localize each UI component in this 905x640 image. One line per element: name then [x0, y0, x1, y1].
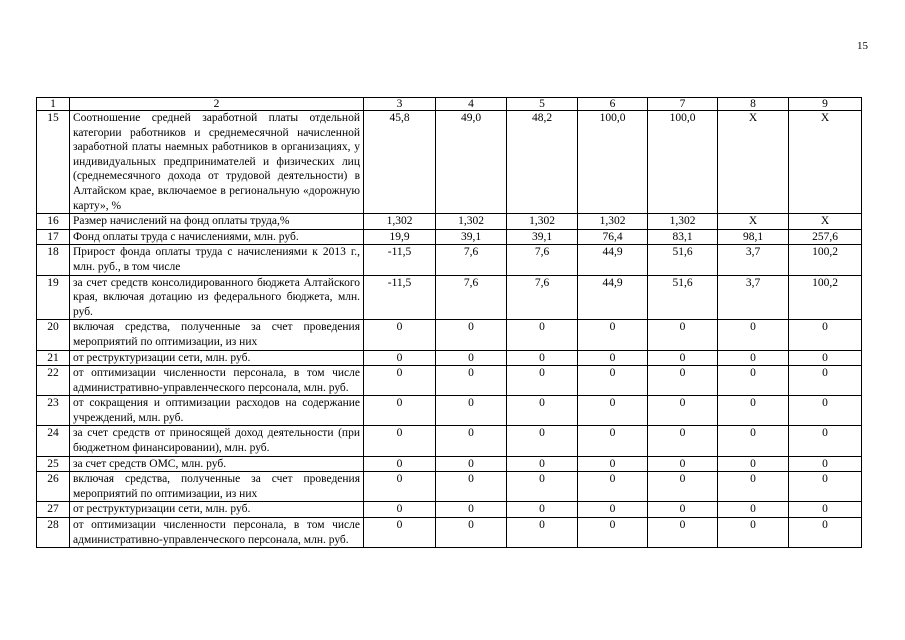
column-number-row	[37, 98, 862, 111]
row-number: 21	[37, 350, 70, 366]
value-cell: 0	[364, 456, 436, 472]
table-row	[37, 456, 862, 472]
value-cell: 0	[436, 396, 507, 426]
value-cell: 51,6	[648, 275, 718, 320]
value-cell: 0	[718, 472, 789, 502]
value-cell: 0	[507, 366, 578, 396]
value-cell: 0	[578, 426, 648, 456]
value-cell: 0	[436, 502, 507, 518]
page-number: 15	[857, 40, 868, 52]
table-row	[37, 472, 862, 502]
table-row	[37, 245, 862, 275]
value-cell: 0	[718, 456, 789, 472]
indicator-description: от оптимизации численности персонала, в том числе административно-управленческого персонала, млн. руб.	[70, 366, 364, 396]
value-cell: 0	[718, 396, 789, 426]
column-header: 1	[37, 98, 70, 111]
column-header: 3	[364, 98, 436, 111]
value-cell: 0	[507, 426, 578, 456]
value-cell: 0	[789, 366, 862, 396]
table-row	[37, 275, 862, 320]
indicator-description: за счет средств ОМС, млн. руб.	[70, 456, 364, 472]
value-cell: 39,1	[507, 229, 578, 245]
value-cell: -11,5	[364, 275, 436, 320]
row-number: 26	[37, 472, 70, 502]
value-cell: 0	[718, 502, 789, 518]
value-cell: 39,1	[436, 229, 507, 245]
value-cell: 0	[648, 350, 718, 366]
value-cell: 51,6	[648, 245, 718, 275]
table-row	[37, 320, 862, 350]
value-cell: 0	[648, 472, 718, 502]
value-cell: 0	[436, 320, 507, 350]
value-cell: 0	[436, 456, 507, 472]
value-cell: 7,6	[507, 245, 578, 275]
value-cell: 0	[364, 320, 436, 350]
value-cell: 100,2	[789, 275, 862, 320]
indicator-description: Фонд оплаты труда с начислениями, млн. руб.	[70, 229, 364, 245]
value-cell: 0	[789, 502, 862, 518]
value-cell: 0	[718, 426, 789, 456]
value-cell: 0	[789, 350, 862, 366]
value-cell: 0	[507, 472, 578, 502]
value-cell: 7,6	[507, 275, 578, 320]
row-number: 25	[37, 456, 70, 472]
value-cell: 0	[507, 320, 578, 350]
value-cell: 0	[507, 396, 578, 426]
table-row	[37, 229, 862, 245]
value-cell: 0	[364, 518, 436, 548]
value-cell: 0	[789, 518, 862, 548]
value-cell: 0	[718, 350, 789, 366]
table-row	[37, 396, 862, 426]
value-cell: 0	[578, 502, 648, 518]
table-row	[37, 426, 862, 456]
value-cell: 0	[364, 366, 436, 396]
value-cell: 1,302	[507, 214, 578, 230]
column-header: 7	[648, 98, 718, 111]
value-cell: 45,8	[364, 111, 436, 214]
value-cell: 0	[507, 456, 578, 472]
value-cell: 83,1	[648, 229, 718, 245]
value-cell: 0	[648, 426, 718, 456]
value-cell: 0	[648, 518, 718, 548]
value-cell: X	[718, 111, 789, 214]
value-cell: 1,302	[648, 214, 718, 230]
table-row	[37, 502, 862, 518]
row-number: 22	[37, 366, 70, 396]
value-cell: 0	[648, 456, 718, 472]
value-cell: 19,9	[364, 229, 436, 245]
row-number: 27	[37, 502, 70, 518]
value-cell: 0	[718, 366, 789, 396]
indicator-description: Размер начислений на фонд оплаты труда,%	[70, 214, 364, 230]
value-cell: 100,0	[648, 111, 718, 214]
value-cell: X	[718, 214, 789, 230]
value-cell: 44,9	[578, 275, 648, 320]
value-cell: 0	[578, 396, 648, 426]
indicator-description: за счет средств от приносящей доход деятельности (при бюджетном финансировании), млн. руб.	[70, 426, 364, 456]
value-cell: 0	[436, 472, 507, 502]
column-header: 8	[718, 98, 789, 111]
value-cell: 0	[578, 350, 648, 366]
value-cell: -11,5	[364, 245, 436, 275]
value-cell: 0	[578, 366, 648, 396]
row-number: 28	[37, 518, 70, 548]
value-cell: 0	[789, 320, 862, 350]
value-cell: 0	[436, 366, 507, 396]
value-cell: 48,2	[507, 111, 578, 214]
value-cell: X	[789, 111, 862, 214]
value-cell: 0	[364, 426, 436, 456]
row-number: 19	[37, 275, 70, 320]
value-cell: 7,6	[436, 245, 507, 275]
value-cell: 0	[789, 426, 862, 456]
column-header: 4	[436, 98, 507, 111]
value-cell: 0	[789, 396, 862, 426]
column-header: 2	[70, 98, 364, 111]
table-row	[37, 366, 862, 396]
value-cell: 0	[648, 366, 718, 396]
value-cell: 7,6	[436, 275, 507, 320]
indicator-description: от сокращения и оптимизации расходов на содержание учреждений, млн. руб.	[70, 396, 364, 426]
value-cell: 98,1	[718, 229, 789, 245]
indicators-table	[36, 97, 862, 548]
row-number: 18	[37, 245, 70, 275]
value-cell: 257,6	[789, 229, 862, 245]
column-header: 5	[507, 98, 578, 111]
value-cell: 1,302	[364, 214, 436, 230]
row-number: 20	[37, 320, 70, 350]
table-row	[37, 111, 862, 214]
value-cell: 0	[718, 320, 789, 350]
value-cell: 0	[648, 320, 718, 350]
value-cell: 0	[718, 518, 789, 548]
value-cell: 1,302	[436, 214, 507, 230]
row-number: 15	[37, 111, 70, 214]
value-cell: 76,4	[578, 229, 648, 245]
indicator-description: от реструктуризации сети, млн. руб.	[70, 502, 364, 518]
value-cell: 100,2	[789, 245, 862, 275]
row-number: 24	[37, 426, 70, 456]
value-cell: 0	[789, 472, 862, 502]
value-cell: 0	[436, 518, 507, 548]
value-cell: 0	[507, 502, 578, 518]
value-cell: 1,302	[578, 214, 648, 230]
value-cell: 49,0	[436, 111, 507, 214]
value-cell: 0	[364, 350, 436, 366]
indicator-description: от оптимизации численности персонала, в том числе административно-управленческого персонала, млн. руб.	[70, 518, 364, 548]
value-cell: 0	[436, 350, 507, 366]
value-cell: 0	[578, 472, 648, 502]
value-cell: 100,0	[578, 111, 648, 214]
indicator-description: за счет средств консолидированного бюджета Алтайского края, включая дотацию из федерального бюджета, млн. руб.	[70, 275, 364, 320]
indicator-description: Соотношение средней заработной платы отдельной категории работников и среднемесячной начисленной заработной платы наемных работников в организациях, у индивидуальных предпринимателей и физических лиц (среднемесячного дохода от трудовой деятельности) в Алтайском крае, включаемое в региональную «дорожную карту», %	[70, 111, 364, 214]
value-cell: 0	[648, 396, 718, 426]
indicator-description: от реструктуризации сети, млн. руб.	[70, 350, 364, 366]
value-cell: 0	[578, 456, 648, 472]
indicator-description: Прирост фонда оплаты труда с начислениями к 2013 г., млн. руб., в том числе	[70, 245, 364, 275]
indicator-description: включая средства, полученные за счет проведения мероприятий по оптимизации, из них	[70, 320, 364, 350]
value-cell: X	[789, 214, 862, 230]
table-body	[37, 111, 862, 548]
row-number: 23	[37, 396, 70, 426]
table-row	[37, 350, 862, 366]
value-cell: 0	[507, 518, 578, 548]
indicator-description: включая средства, полученные за счет проведения мероприятий по оптимизации, из них	[70, 472, 364, 502]
value-cell: 44,9	[578, 245, 648, 275]
value-cell: 0	[436, 426, 507, 456]
value-cell: 0	[364, 502, 436, 518]
value-cell: 0	[507, 350, 578, 366]
value-cell: 0	[578, 320, 648, 350]
value-cell: 0	[364, 472, 436, 502]
value-cell: 0	[789, 456, 862, 472]
column-header: 9	[789, 98, 862, 111]
table-row	[37, 518, 862, 548]
value-cell: 0	[648, 502, 718, 518]
row-number: 17	[37, 229, 70, 245]
table-row	[37, 214, 862, 230]
column-header: 6	[578, 98, 648, 111]
value-cell: 0	[578, 518, 648, 548]
value-cell: 3,7	[718, 245, 789, 275]
value-cell: 0	[364, 396, 436, 426]
value-cell: 3,7	[718, 275, 789, 320]
row-number: 16	[37, 214, 70, 230]
